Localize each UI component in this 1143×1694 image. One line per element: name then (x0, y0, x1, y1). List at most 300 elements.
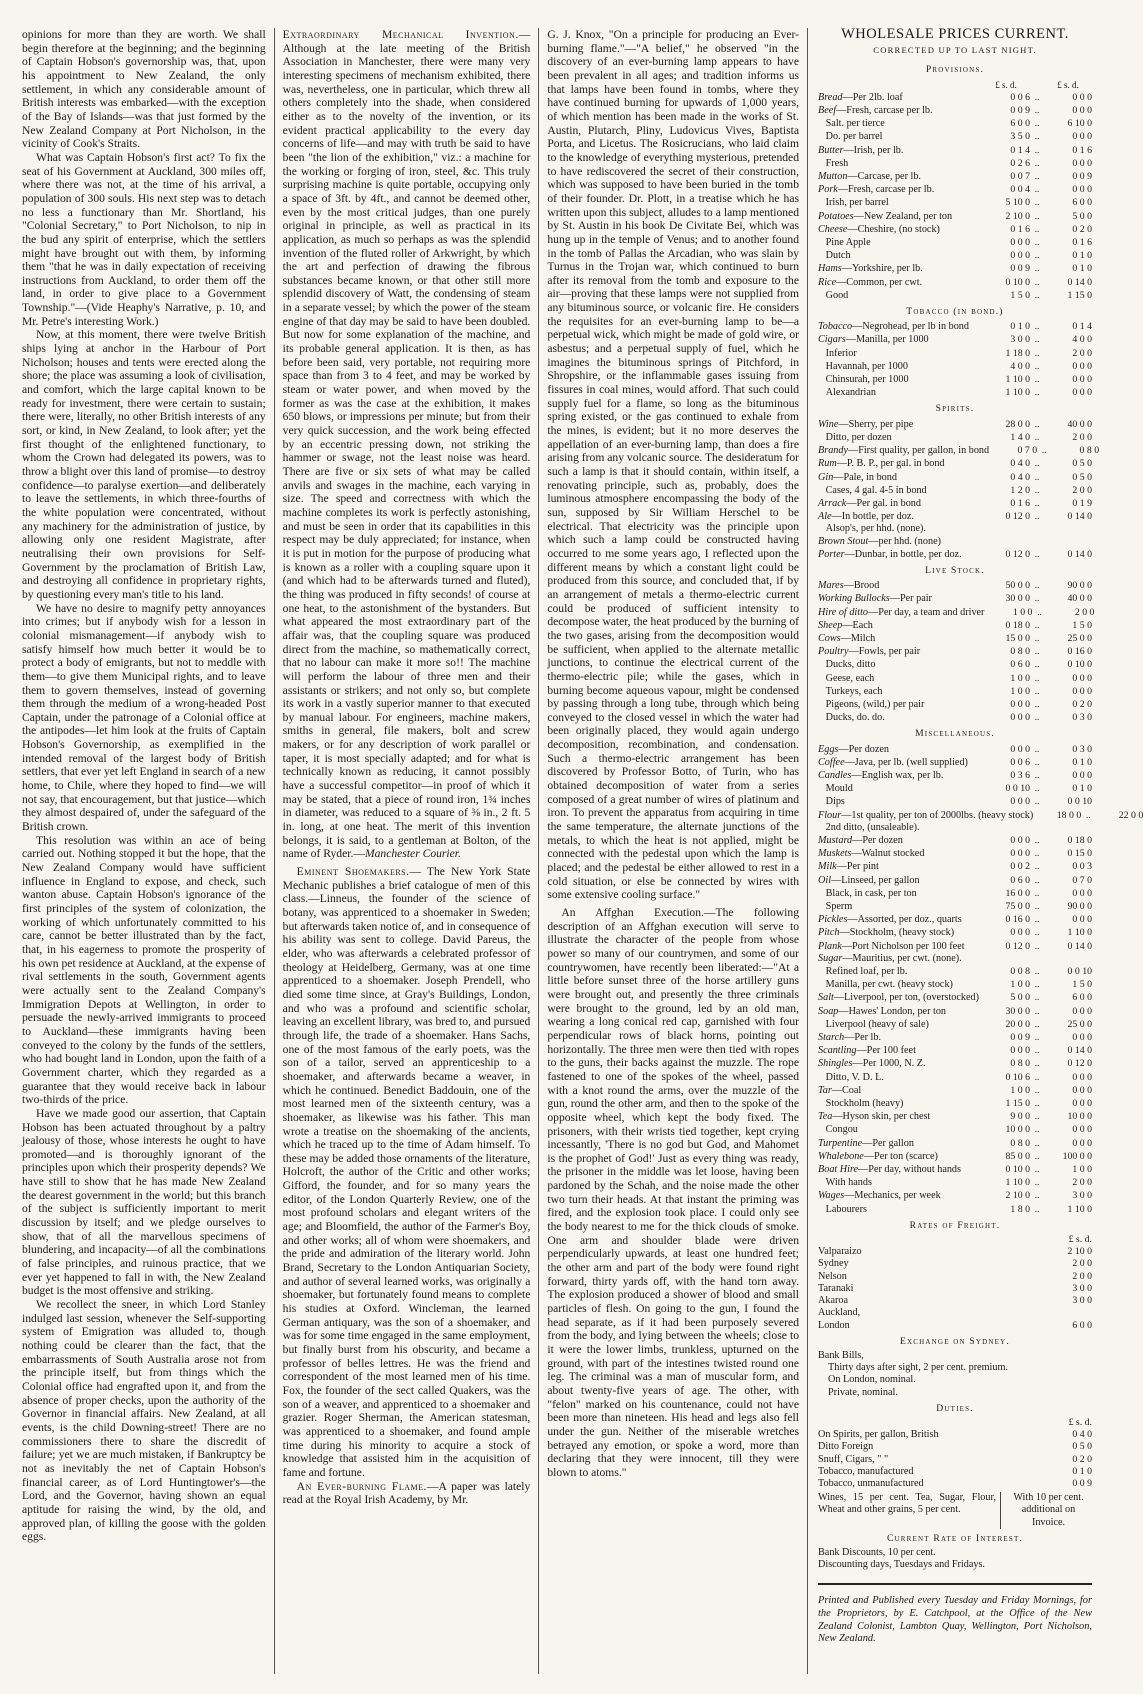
prices-current-column (808, 26, 1143, 1674)
ever-burning-flame-article (283, 1480, 531, 1507)
price-low: 0 0 0 (1010, 250, 1030, 262)
price-label: Cheese—Cheshire, (no stock) (818, 223, 940, 235)
price-high: 0 14 0 (1067, 511, 1092, 523)
price-high: 1 10 0 (1067, 927, 1092, 939)
article-paragraph: We have no desire to magnify petty annoyances into crimes; but if anybody wish for a lesson in colonial mismanagement—if anybody wish to satisfy himself how much better it would be to protect a body of emigrants, but not to meddle with them—to give them Municipal rights, and to leave them to govern themselves, instead of governing them through the medium of a wrong-headed Post Captain, under the patronage of a Colonial office at the antipodes—let him look at the fruits of Captain Hobson's Governorship, as exemplified in the intended removal of the largest body of British settlers, that ever yet left England in search of a new home, to Chile, where they hoped to find—we will not say, that encouragement, but that justice—which they almost despaired of, under the safeguard of the British crown. (22, 601, 266, 834)
column-1 (22, 28, 274, 1674)
price-low: 16 0 0 (1005, 887, 1030, 899)
article-paragraph: G. J. Knox, "On a principle for producing an Ever-burning flame."—"A belief," he observed "in the discovery of an ever-burning lamp appears to have been prevalent in all ages; and tradition informs us that lamps have been found in tombs, where they have continued burning for upwards of 1,000 years, of which mention has been made in the works of St. Austin, Plutarch, Pliny, Ludovicus Vives, Baptista Porta, and Licetus. The Rosicrucians, who laid claim to the knowledge of everything mysterious, pretended to have rediscovered the secret of their construction, which was supposed to have been buried in the tomb of their founder. Dr. Plott, in a treatise which he has written upon this subject, alludes to a lamp mentioned by St. Austin in his book De Civitate Bei, which was hung up in the temple of Venus; and to another found in the tomb of Pallas the Arcadian, who was slain by Turnus in the Trojan war, which continued to burn after its removal from the tomb and exposure to the air—proving that these lamps were not supplied from any bituminous source, or volcanic fire. He considers the requisites for an ever-burning lamp to be—a perpetual wick, which might be made of gold wire, or asbestus; and a perpetual supply of fuel, which he imagines the bituminous springs of Pitchford, in Shropshire, or the inflammable gases issuing from fissures in coal mines, would afford. That such could supply fuel for a flame, so long as the bituminous spring existed, or the gas continued to exhale from the mines, is evident; but it no more deserves the appellation of an ever-burning lamp, than does a fire arising from any volcanic source. The desideratum for such a lamp is that it should contain, within itself, a renovating principle, such as, probably, does the luminous atmosphere encompassing the body of the sun, supposed by Sir William Herschel to be electrical. That electricity was the principle upon which such a lamp could be constructed having occurred to me some years ago, I reflected upon the different means by which a constant light could be produced from this source, and concluded that, if by an arrangement of metals a thermo-electric current could be produced of sufficient intensity to decompose water, the heat produced by the burning of the two gases, arising from the decomposition would be sufficient, when applied to the alternate metallic junctions, to continue the electrical current of the thermo-electric pile; while the gases, which in burning become aqueous vapour, might be condensed by passing through a long tube, through which being conveyed to the closed vessel in which the water had been originally placed, they would again undergo decomposition, recombination, and condensation. Such a thermo-electric arrangement has been discovered by Professor Botto, of Turin, who has obtained decomposition of water from a series composed of a great number of wires of platinum and iron. To prevent the apparatus from acquiring in time the same temperature, the alternate junctions of the metals, to which the heat is not applied, might be connected with the pedestal upon which the lamp is placed; and the pedestal be either allowed to rest in a cold situation, or else be connected by wires with some extensive cooling surface." (547, 28, 799, 902)
price-label: Cases, 4 gal. 4-5 in bond (818, 484, 927, 496)
price-label: Refined loaf, per lb. (818, 966, 908, 978)
price-low: 0 0 0 (1010, 927, 1030, 939)
spacer (818, 79, 982, 91)
commodity-name: Plank (818, 940, 842, 952)
price-sep: .. (1034, 1032, 1040, 1043)
freight-rate: 3 0 0 (1072, 1282, 1092, 1294)
freight-rate (1046, 1307, 1092, 1319)
duty-item: Ditto Foreign (818, 1441, 874, 1453)
price-sep: .. (1034, 484, 1040, 495)
article-heading: An Ever-burning Flame. (296, 1479, 427, 1493)
price-row (818, 157, 1092, 170)
price-low: 0 2 6 (1010, 157, 1030, 169)
price-sep: .. (1034, 646, 1040, 657)
price-sep: .. (1034, 966, 1040, 977)
price-sep: .. (1034, 743, 1040, 754)
price-row (818, 347, 1092, 360)
price-sep: .. (1034, 334, 1040, 345)
price-sep: .. (1034, 979, 1040, 990)
price-row (818, 953, 1092, 965)
price-low: 0 10 0 (1005, 1164, 1030, 1176)
price-sep: .. (1034, 497, 1040, 508)
price-sep: .. (1086, 809, 1091, 820)
price-low: 0 0 0 (1010, 848, 1030, 860)
price-low: 3 5 0 (1010, 131, 1030, 143)
interest-line: Discounting days, Tuesdays and Fridays. (818, 1559, 985, 1571)
commodity-name: Bread (818, 91, 843, 103)
price-label: Pitch—Stockholm, (heavy stock) (818, 927, 955, 939)
price-label: Cigars—Manilla, per 1000 (818, 334, 929, 346)
price-label: Plank—Port Nicholson per 100 feet (818, 940, 965, 952)
price-high: 6 0 0 (1072, 197, 1092, 209)
price-high: 1 5 0 (1072, 979, 1092, 991)
commodity-name: Wages (818, 1190, 845, 1202)
price-row (818, 860, 1092, 873)
price-sep: .. (1034, 992, 1040, 1003)
price-row (818, 1176, 1092, 1189)
article-paragraph: opinions for more than they are worth. We shall begin therefore at the beginning; and the beginning of Captain Hobson's governorship was, that, upon his appointment to New Zealand, the only settlement, in which any considerable amount of British interests was embarked—with the exception of the Bay of Islands—was that just formed by the New Zealand Company at Port Nicholson, in the vicinity of Cook's Straits. (22, 28, 266, 151)
price-row (818, 360, 1092, 373)
price-high: 0 0 0 (1072, 184, 1092, 196)
price-label: Congou (818, 1124, 858, 1136)
price-label: Sheep—Each (818, 619, 873, 631)
price-sep: .. (1034, 548, 1040, 559)
price-row (818, 978, 1092, 991)
price-label: Do. per barrel (818, 131, 883, 143)
price-label: Brown Stout—per hhd. (none) (818, 535, 941, 547)
price-label: Fresh (818, 157, 849, 169)
price-row (818, 1031, 1092, 1044)
price-high: 0 1 0 (1072, 250, 1092, 262)
commodity-name: Whalebone (818, 1150, 864, 1162)
price-label: Mould (818, 783, 853, 795)
price-sep: .. (1034, 157, 1040, 168)
price-label: Tobacco—Negrohead, per lb in bond (818, 321, 969, 333)
price-sep: .. (1034, 276, 1040, 287)
price-high: 0 0 0 (1072, 387, 1092, 399)
price-row (818, 887, 1092, 900)
duty-rate: 0 1 0 (1072, 1465, 1092, 1477)
interest-line: Bank Discounts, 10 per cent. (818, 1546, 936, 1558)
price-low: 0 0 2 (1010, 861, 1030, 873)
price-row (818, 619, 1092, 632)
price-section-heading: Miscellaneous. (915, 728, 995, 740)
price-low: 0 0 10 (1005, 783, 1030, 795)
price-label: Alsop's, per hhd. (none). (818, 523, 926, 535)
price-high: 0 1 0 (1072, 783, 1092, 795)
price-sep: .. (1034, 144, 1040, 155)
commodity-name: Coffee (818, 756, 845, 768)
price-sep: .. (1034, 685, 1040, 696)
price-row (818, 510, 1092, 523)
price-label: Scantling—Per 100 feet (818, 1045, 916, 1057)
price-row (818, 1110, 1092, 1123)
price-low: 10 0 0 (1005, 1124, 1030, 1136)
commodity-name: Ale (818, 511, 832, 523)
freight-row (818, 1271, 1092, 1283)
price-label: Turpentine—Per gallon (818, 1137, 914, 1149)
price-sep: .. (1034, 1005, 1040, 1016)
price-row (818, 117, 1092, 130)
price-low: 1 15 0 (1005, 1098, 1030, 1110)
price-high: 0 14 0 (1067, 548, 1092, 560)
price-sep: .. (1034, 659, 1040, 670)
article-heading: Extraordinary Mechanical Invention. (282, 28, 519, 41)
price-low: 85 0 0 (1005, 1150, 1030, 1162)
price-row (818, 658, 1092, 671)
price-high: 0 0 0 (1072, 131, 1092, 143)
price-low: 3 0 0 (1010, 334, 1030, 346)
price-sep: .. (1034, 471, 1040, 482)
price-row (818, 1084, 1092, 1097)
freight-destination: Taranaki (818, 1282, 854, 1294)
price-row (818, 1203, 1092, 1216)
price-sep: .. (1034, 1058, 1040, 1069)
freight-destination: Valparaizo (818, 1246, 862, 1258)
price-low: 28 0 0 (1005, 418, 1030, 430)
price-row (818, 249, 1092, 262)
price-low: 0 0 0 (1010, 698, 1030, 710)
commodity-name: Mustard (818, 834, 853, 846)
duty-item: On Spirits, per gallon, British (818, 1429, 939, 1441)
price-low: 0 0 6 (1010, 91, 1030, 103)
price-sep: .. (1034, 593, 1040, 604)
price-row (818, 1071, 1092, 1084)
prices-subtitle: CORRECTED UP TO LAST NIGHT. (873, 45, 1037, 56)
price-row (818, 144, 1092, 157)
price-label: Labourers (818, 1203, 867, 1215)
price-high: 6 10 0 (1067, 118, 1092, 130)
price-label: Wine—Sherry, per pipe (818, 418, 914, 430)
price-high: 0 8 0 (1079, 445, 1100, 457)
price-row (818, 769, 1092, 782)
price-label: Alexandrian (818, 387, 876, 399)
price-high: 0 0 0 (1072, 1005, 1092, 1017)
price-sep: .. (1034, 698, 1040, 709)
price-row (818, 1097, 1092, 1110)
price-label: Wages—Mechanics, per week (818, 1190, 941, 1202)
price-label: Hire of ditto—Per day, a team and driver (818, 606, 985, 618)
price-low: 0 18 0 (1005, 619, 1030, 631)
price-row (818, 991, 1092, 1004)
price-low: 0 10 6 (1005, 1071, 1030, 1083)
price-label: Beef—Fresh, carcase per lb. (818, 105, 933, 117)
exchange-text (818, 1350, 1092, 1399)
price-high: 0 14 0 (1067, 940, 1092, 952)
price-high: 0 2 0 (1072, 223, 1092, 235)
price-low: 4 0 0 (1010, 360, 1030, 372)
price-low: 0 0 9 (1010, 1032, 1030, 1044)
commodity-name: Oil (818, 874, 832, 886)
price-low: 1 4 0 (1010, 431, 1030, 443)
price-high: 5 0 0 (1072, 210, 1092, 222)
commodity-name: Milk (818, 861, 837, 873)
price-high: 0 12 0 (1067, 1058, 1092, 1070)
price-high: 2 0 0 (1072, 1177, 1092, 1189)
freight-table (818, 1246, 1092, 1331)
price-sep: .. (1034, 118, 1040, 129)
price-sep: .. (1034, 210, 1040, 221)
price-low: 0 12 0 (1005, 940, 1030, 952)
price-low: 6 0 0 (1010, 118, 1030, 130)
price-row (818, 645, 1092, 658)
price-low: 0 0 9 (1010, 263, 1030, 275)
imprint: Printed and Published every Tuesday and Friday Mornings, for the Proprietors, by E. Catchpool, at the Office of the New Zealand Colonist, Lambton Quay, Wellington, Port Nicholson, New Zealand. (818, 1583, 1092, 1645)
price-sep: .. (1034, 1203, 1040, 1214)
price-high: 2 0 0 (1074, 606, 1095, 618)
price-high: 0 0 0 (1072, 1032, 1092, 1044)
freight-row (818, 1258, 1092, 1270)
price-label: Irish, per barrel (818, 197, 889, 209)
price-row (818, 834, 1092, 847)
commodity-name: Hire of ditto (818, 606, 868, 618)
price-col-heads (818, 79, 1092, 91)
article-paragraph: Now, at this moment, there were twelve British ships lying at anchor in the Harbour of Port Nicholson; houses and tents were erected along the shore; the place was assuming a look of civilisation, and comfort, which the large capital known to be ready for investment, there were certain to sustain; there were, literally, no other British interests of any sort, or kind, in New Zealand, to look after; yet the first thought of the enlightened functionary, to whom the Crown had delegated its powers, was to throw a blight over this land of promise—to destroy confidence—to paralyse exertion—and deliberately to leave the settlements, in which three-fourths of the white population were concentrated, without any machinery for the administration of justice, by allowing only one resident Magistrate, after neutralising their own provisions for Self-Government by the proclamation of British Law, and destroying all confidence in proprietary rights, by questioning every man's title to his land. (22, 328, 266, 601)
duty-row (818, 1478, 1092, 1490)
price-low: 30 0 0 (1005, 593, 1030, 605)
price-high: 0 0 0 (1072, 887, 1092, 899)
price-label: Sugar—Mauritius, per cwt. (none). (818, 952, 962, 964)
price-sep: .. (1034, 289, 1040, 300)
price-low: 5 10 0 (1005, 197, 1030, 209)
price-high: 0 0 9 (1072, 171, 1092, 183)
price-high: 0 1 6 (1072, 144, 1092, 156)
price-low: 75 0 0 (1005, 901, 1030, 912)
freight-row (818, 1246, 1092, 1258)
price-sep: .. (1034, 1190, 1040, 1201)
price-high: 0 2 0 (1072, 698, 1092, 710)
price-label: Manilla, per cwt. (heavy stock) (818, 979, 953, 991)
price-label: Turkeys, each (818, 685, 883, 697)
commodity-name: Shingles (818, 1058, 853, 1070)
price-low: 1 10 0 (1005, 374, 1030, 386)
price-sep: .. (1034, 1098, 1040, 1109)
price-high: 1 0 0 (1072, 1164, 1092, 1176)
article-text: —Although at the late meeting of the British Association in Manchester, there were many very interesting specimens of mechanism exhibited, there was, nevertheless, one in particular, which threw all others completely into the shade, when considered either as to the novelty of the invention, or its evident practical applicability to the every day concerns of life—and may with truth be said to have been "the lion of the exhibition," viz.: a machine for the working or forging of iron, steel, &c. This truly surprising machine is quite portable, occupying only a space of 3ft. by 4ft., and cannot be deemed other, even by the most critical judges, than one purely original in principle, as well as practical in its application, as much so perhaps as was the splendid invention of the fluted roller of Arkwright, by which the art and perfection of drawing the fibrous substances became known, or that other still more splendid discovery of Watt, the condensing of steam in a separate vessel; by which the power of the steam engine of that day may be said to have been doubled. But now for some explanation of the machine, and its probable general application. It is then, as has before been said, very portable, not requiring more space than from 3 to 4 feet, and may be worked by steam or water power, and when moved by the former as was the case at the exhibition, it makes 650 blows, or impressions per minute; but from their very quick succession, and the work being effected by an eccentric pressing down, not striking the hammer or swage, not the least noise was heard. There are five or six sets of what may be called anvils and swages in the machine, each varying in size. The speed and correctness with which the machine completes its work is perfectly astonishing, and must be seen in order that its capabilities in this respect may be duly appreciated; for instance, when it is put in motion for the purpose of producing what is known as a roller with a coupling square upon it (and which had to be afterwards turned and fluted), the thing was produced in fifty seconds! of course at one heat, to the astonishment of the bystanders. But what appeared the most extraordinary part of the affair was, that the coupling square was produced direct from the machine, so mathematically correct, that no labour can make it more so!! The machine will perform the labour of three men and their assistants or strikers; and not only so, but complete its work in a vastly superior manner to that executed by manual labour. For engineers, machine makers, smiths in general, file makers, bolt and screw makers, or for any description of work parallel or taper, it is most specially adapted; and for what is technically known as reducing, it cannot possibly have a successful competitor—in proof of which it may be stated, that a piece of round iron, 1¾ inches in diameter, was reduced to a square of ⅜ in., 2 ft. 5 in. long, at one heat. The merit of this invention belongs, it is said, to a gentleman at Bolton, of the name of Ryder.— (282, 28, 531, 861)
mechanical-invention-article (283, 28, 531, 861)
article-source: Manchester Courier. (364, 847, 461, 861)
price-label: Flour—1st quality, per ton of 2000lbs. (heavy stock) (818, 809, 1034, 821)
price-row (818, 262, 1092, 275)
price-sep: .. (1034, 1018, 1040, 1029)
price-row (818, 333, 1092, 346)
price-sep: .. (1034, 914, 1040, 925)
price-label: Ditto, per dozen (818, 431, 892, 443)
price-row (818, 592, 1092, 605)
price-low: 0 0 0 (1010, 796, 1030, 808)
price-high: 0 3 0 (1072, 712, 1092, 724)
price-row (818, 104, 1092, 117)
price-low: 1 18 0 (1005, 347, 1030, 359)
price-row (818, 1057, 1092, 1070)
price-low: 0 10 0 (1005, 276, 1030, 288)
price-row (818, 183, 1092, 196)
price-label: Rum—P. B. P., per gal. in bond (818, 458, 945, 470)
price-high: 0 0 3 (1072, 861, 1092, 873)
price-low: 0 16 0 (1005, 914, 1030, 926)
price-row (818, 1137, 1092, 1150)
price-sep: .. (1034, 418, 1040, 429)
commodity-name: Mares (818, 580, 844, 592)
freight-destination: Auckland, (818, 1307, 861, 1319)
commodity-name: Butter (818, 144, 844, 156)
price-label: Ducks, ditto (818, 659, 876, 671)
article-text: —A paper was lately read at the Royal Irish Academy, by Mr. (282, 1479, 531, 1507)
price-sep: .. (1034, 887, 1040, 898)
price-sep: .. (1034, 1084, 1040, 1095)
price-row (818, 196, 1092, 209)
price-row (818, 965, 1092, 978)
price-label: Mutton—Carcase, per lb. (818, 171, 921, 183)
exchange-heading: Exchange on Sydney. (899, 1335, 1011, 1347)
price-section-heading: Provisions. (925, 64, 985, 76)
price-high: 0 0 10 (1067, 966, 1092, 978)
price-row (818, 913, 1092, 926)
commodity-name: Candles (818, 769, 852, 781)
price-high: 2 0 0 (1072, 431, 1092, 443)
price-label: Pine Apple (818, 237, 871, 249)
price-high: 40 0 0 (1067, 593, 1092, 605)
price-label: Pickles—Assorted, per doz., quarts (818, 914, 962, 926)
price-row (818, 756, 1092, 769)
price-sep: .. (1034, 1111, 1040, 1122)
price-row (818, 457, 1092, 470)
duties-heading: Duties. (936, 1402, 974, 1414)
price-high: 6 0 0 (1072, 992, 1092, 1004)
price-high: 0 1 0 (1072, 756, 1092, 768)
freight-rate: 6 0 0 (1072, 1319, 1092, 1331)
price-high: 0 1 0 (1072, 263, 1092, 275)
column-3 (539, 28, 807, 1674)
price-row (818, 1005, 1092, 1018)
duty-row (818, 1441, 1092, 1453)
price-label: Tar—Coal (818, 1084, 862, 1096)
duties-wines: Wines, 15 per cent. Tea, Sugar, Flour, Wheat and other grains, 5 per cent. (818, 1492, 996, 1516)
price-label: Muskets—Walnut stocked (818, 848, 925, 860)
article-paragraph: What was Captain Hobson's first act? To fix the seat of his Government at Auckland, 300 miles off, where there was not, at the time of his arrival, a population of 300 souls. His next step was to detach no less a functionary than Mr. Shortland, his "Colonial Secretary," to Port Nicholson, to nip in the bud any spirit of enterprise, which the settlers might have brought out with them, by informing them "that he was in daily expectation of receiving instructions from Auckland, to order them off the land, in order to give place to a Government Township."—(Vide Heaphy's Narrative, p. 10, and Mr. Petre's interesting Work.) (22, 150, 266, 328)
price-sep: .. (1034, 1124, 1040, 1135)
price-row (818, 900, 1092, 913)
price-low: 0 4 0 (1010, 471, 1030, 483)
price-label: Brandy—First quality, per gallon, in bond (818, 445, 990, 457)
price-high: 0 0 10 (1067, 796, 1092, 808)
price-low: 1 10 0 (1005, 1177, 1030, 1189)
price-low: 2 10 0 (1005, 210, 1030, 222)
price-low: 1 5 0 (1010, 289, 1030, 301)
price-sep: .. (1034, 848, 1040, 859)
freight-rate: 2 0 0 (1072, 1258, 1092, 1270)
freight-row (818, 1307, 1092, 1319)
commodity-name: Cows (818, 632, 841, 644)
price-high: 0 0 0 (1072, 1071, 1092, 1083)
price-label: Salt—Liverpool, per ton, (overstocked) (818, 992, 979, 1004)
commodity-name: Poultry (818, 646, 849, 658)
freight-destination: Nelson (818, 1270, 847, 1282)
price-low: 0 0 6 (1010, 756, 1030, 768)
spacer (1030, 79, 1044, 91)
price-label: Coffee—Java, per lb. (well supplied) (818, 756, 968, 768)
freight-col-head: £ s. d. (1068, 1234, 1092, 1246)
price-row (818, 223, 1092, 236)
price-sep: .. (1034, 580, 1040, 591)
commodity-name: Mutton (818, 171, 848, 183)
commodity-name: Tobacco (818, 321, 853, 333)
freight-heading: Rates of Freight. (909, 1219, 1001, 1231)
price-label: Sperm (818, 901, 853, 912)
commodity-name: Cigars (818, 334, 846, 346)
commodity-name: Gin (818, 471, 834, 483)
price-label: 2nd ditto, (unsaleable). (818, 821, 920, 833)
article-text: — The New York State Mechanic publishes a brief catalogue of men of this class.—Linneus, the founder of the science of botany, was apprenticed to a shoemaker in Sweden; but afterwards taken notice of, and in consequence of his ability was sent to college. David Pareus, the elder, who was afterwards a celebrated professor of theology at Heidelberg, Germany, was at one time apprenticed to a shoemaker. Joseph Prendell, who died some time since, at Gray's Buildings, London, and who was a profound and scientific scholar, leaving an excellent library, was bred to, and pursued through life, the trade of a shoemaker. Hans Sachs, one of the most famous of the early poets, was the son of a tailor, served an apprenticeship to a shoemaker, and afterwards became a weaver, in which he continued. Benedict Baddouin, one of the most learned men of the sixteenth century, was a shoemaker, as likewise was his father. This man wrote a treatise on the shoemaking of the ancients, which he traced up to the time of Adam himself. To these may be added those ornaments of the literature, Holcroft, the author of the Critic and other works; Gifford, the founder, and for so many years the editor, of the London Quarterly Review, one of the most profound scholars and elegant writers of the age; and Bloomfield, the author of the Farmer's Boy, and other works; all of whom were shoemakers, and the pride and admiration of the literary world. John Brand, Secretary to the London Antiquarian Society, and author of several learned works, was originally a shoemaker, but fortunately found means to complete his studies at Oxford. Wincleman, the learned German antiquary, was the son of a shoemaker, and was for some time engaged in the same employment, but finally burst from his obscurity, and became a professor of belles lettres. He was the friend and correspondent of the most learned men of his time. Fox, the founder of the sect called Quakers, was the son of a weaver, and apprenticed to a shoemaker and grazier. Roger Sherman, the American statesman, was apprenticed to a shoemaker, and found ample time during his minority to acquire a stock of knowledge that assisted him in the acquisition of fame and fortune. (282, 865, 531, 1479)
price-high: 0 0 0 (1072, 360, 1092, 372)
price-label: Eggs—Per dozen (818, 743, 890, 755)
price-low: 0 0 4 (1010, 184, 1030, 196)
price-row (818, 484, 1092, 497)
price-sep: .. (1034, 901, 1040, 911)
price-sep: .. (1034, 834, 1040, 845)
freight-destination: Sydney (818, 1258, 849, 1270)
price-row (818, 497, 1092, 510)
price-section-heading: Tobacco (in bond.) (906, 306, 1004, 318)
price-row (818, 373, 1092, 386)
price-row (818, 386, 1092, 399)
price-sep: .. (1034, 387, 1040, 398)
price-high: 0 0 0 (1072, 105, 1092, 117)
price-sep: .. (1034, 940, 1040, 951)
duty-row (818, 1466, 1092, 1478)
price-low: 0 8 0 (1010, 646, 1030, 658)
price-high: 0 16 0 (1067, 646, 1092, 658)
price-label: Hams—Yorkshire, per lb. (818, 263, 923, 275)
price-label: Good (818, 289, 849, 301)
price-sep: .. (1034, 131, 1040, 142)
price-low: 50 0 0 (1005, 580, 1030, 592)
price-label: Geese, each (818, 672, 875, 684)
price-row (818, 606, 1095, 619)
price-low: 1 0 0 (1010, 979, 1030, 991)
price-sep: .. (1041, 445, 1047, 456)
commodity-name: Sheep (818, 619, 843, 631)
price-high: 0 5 0 (1072, 458, 1092, 470)
price-row (818, 210, 1092, 223)
price-sep: .. (1034, 105, 1040, 116)
price-high: 0 0 0 (1072, 914, 1092, 926)
price-sep: .. (1034, 237, 1040, 248)
price-low: 1 2 0 (1010, 484, 1030, 496)
price-label: Black, in cask, per ton (818, 887, 917, 899)
price-sep: .. (1037, 606, 1042, 617)
price-high: 0 3 0 (1072, 743, 1092, 755)
price-low: 20 0 0 (1005, 1018, 1030, 1030)
price-high: 22 0 0 (1118, 809, 1143, 821)
price-row (818, 698, 1092, 711)
price-label: Milk—Per pint (818, 861, 879, 873)
commodity-name: Muskets (818, 848, 852, 860)
price-low: 5 0 0 (1010, 992, 1030, 1004)
commodity-name: Starch (818, 1032, 845, 1044)
price-high: 0 10 0 (1067, 659, 1092, 671)
price-high: 100 0 0 (1062, 1150, 1092, 1162)
